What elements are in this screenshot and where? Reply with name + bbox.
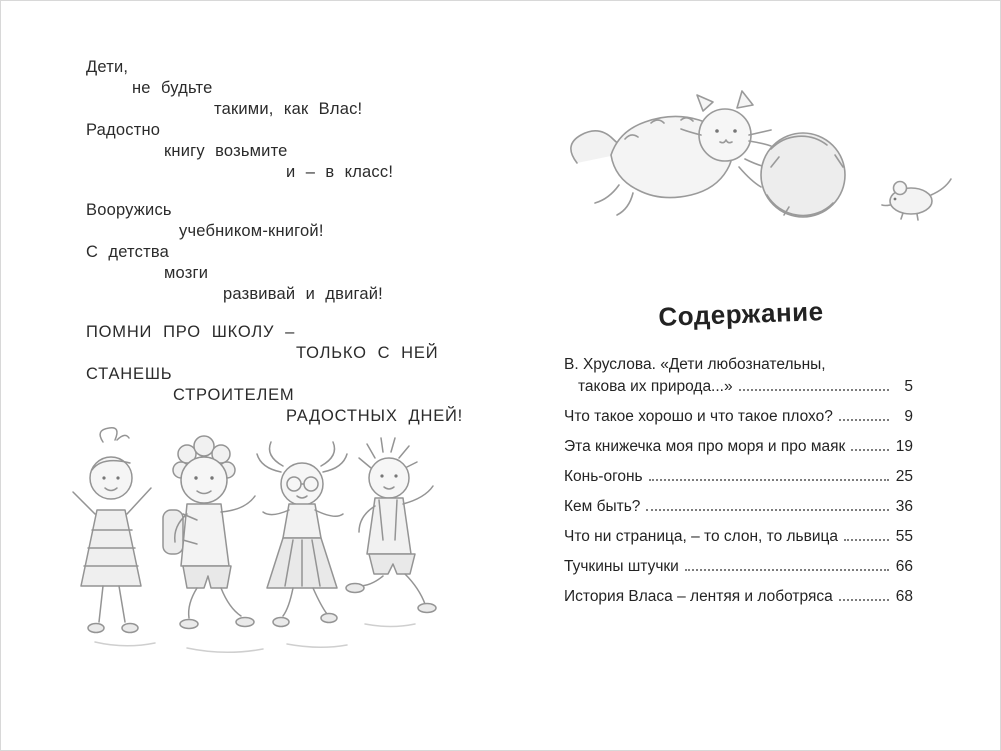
poem-line: РАДОСТНЫХ ДНЕЙ! bbox=[286, 407, 464, 425]
toc-entry bbox=[564, 466, 913, 487]
child-girl-ponytail-sketch bbox=[73, 428, 151, 633]
toc-entry bbox=[564, 354, 913, 397]
toc-page-number: 25 bbox=[895, 468, 913, 485]
children-sketch-svg bbox=[59, 426, 444, 676]
toc-entry bbox=[564, 586, 913, 607]
poem-line: Вооружись bbox=[86, 201, 172, 219]
poem-line: Дети, bbox=[86, 58, 129, 76]
poem-line: СТРОИТЕЛЕМ bbox=[173, 386, 295, 404]
toc-entry bbox=[564, 496, 913, 517]
toc-entry bbox=[564, 406, 913, 427]
toc-page-number: 5 bbox=[904, 378, 913, 395]
poem-line: Радостно bbox=[86, 121, 161, 139]
poem-line: мозги bbox=[164, 264, 209, 282]
toc-dot-leader bbox=[839, 599, 889, 601]
poem-line: такими, как Влас! bbox=[214, 100, 363, 118]
toc-page-number: 66 bbox=[895, 558, 913, 575]
toc-entry-label-continued: такова их природа...» bbox=[578, 378, 733, 395]
toc-entry bbox=[564, 556, 913, 577]
toc-dot-leader bbox=[646, 509, 889, 511]
cat-ball-mouse-illustration bbox=[553, 73, 953, 273]
ground-squiggle-lines bbox=[95, 624, 415, 652]
poem-line: учебником-книгой! bbox=[179, 222, 324, 240]
poem-line: развивай и двигай! bbox=[223, 285, 383, 303]
toc-entry-label: Что такое хорошо и что такое плохо? bbox=[564, 408, 833, 425]
toc-page-number: 19 bbox=[895, 438, 913, 455]
toc-dot-leader bbox=[685, 569, 889, 571]
cat-sketch bbox=[571, 91, 775, 215]
ball-sketch bbox=[761, 133, 845, 217]
poem-block bbox=[86, 57, 463, 427]
toc-entry bbox=[564, 526, 913, 547]
poem-line: С детства bbox=[86, 243, 169, 261]
toc-entry-label: Тучкины штучки bbox=[564, 558, 679, 575]
child-girl-pigtails-glasses-sketch bbox=[257, 442, 347, 627]
toc-entry-label: Что ни страница, – то слон, то львица bbox=[564, 528, 839, 545]
poem-line: книгу возьмите bbox=[164, 142, 288, 160]
table-of-contents bbox=[564, 354, 913, 616]
poem-line: СТАНЕШЬ bbox=[86, 365, 173, 383]
toc-page-number: 55 bbox=[895, 528, 913, 545]
children-running-illustration bbox=[59, 426, 444, 681]
mouse-sketch bbox=[882, 179, 951, 220]
toc-page-number: 36 bbox=[895, 498, 913, 515]
toc-entry-label: История Власа – лентяя и лоботряса bbox=[564, 588, 833, 605]
toc-dot-leader bbox=[649, 479, 889, 481]
toc-entry-label: Кем быть? bbox=[564, 498, 641, 515]
toc-dot-leader bbox=[739, 389, 889, 391]
toc-dot-leader bbox=[839, 419, 889, 421]
toc-entry-label: Эта книжечка моя про моря и про маяк bbox=[564, 438, 846, 455]
toc-dot-leader bbox=[851, 449, 889, 451]
poem-line: ПОМНИ ПРО ШКОЛУ – bbox=[86, 323, 296, 341]
poem-line: ТОЛЬКО С НЕЙ bbox=[296, 344, 439, 362]
toc-entry-label: Конь-огонь bbox=[564, 468, 643, 485]
cat-sketch-svg bbox=[553, 73, 953, 268]
toc-page-number: 68 bbox=[895, 588, 913, 605]
toc-entry-label: В. Хруслова. «Дети любознательны, bbox=[564, 356, 826, 373]
poem-line: не будьте bbox=[132, 79, 213, 97]
child-boy-spiky-sketch bbox=[346, 438, 436, 613]
contents-title: Содержание bbox=[657, 296, 825, 332]
toc-page-number: 9 bbox=[904, 408, 913, 425]
toc-dot-leader bbox=[844, 539, 889, 541]
child-boy-curly-backpack-sketch bbox=[163, 436, 255, 629]
toc-entry bbox=[564, 436, 913, 457]
poem-line: и – в класс! bbox=[286, 163, 394, 181]
